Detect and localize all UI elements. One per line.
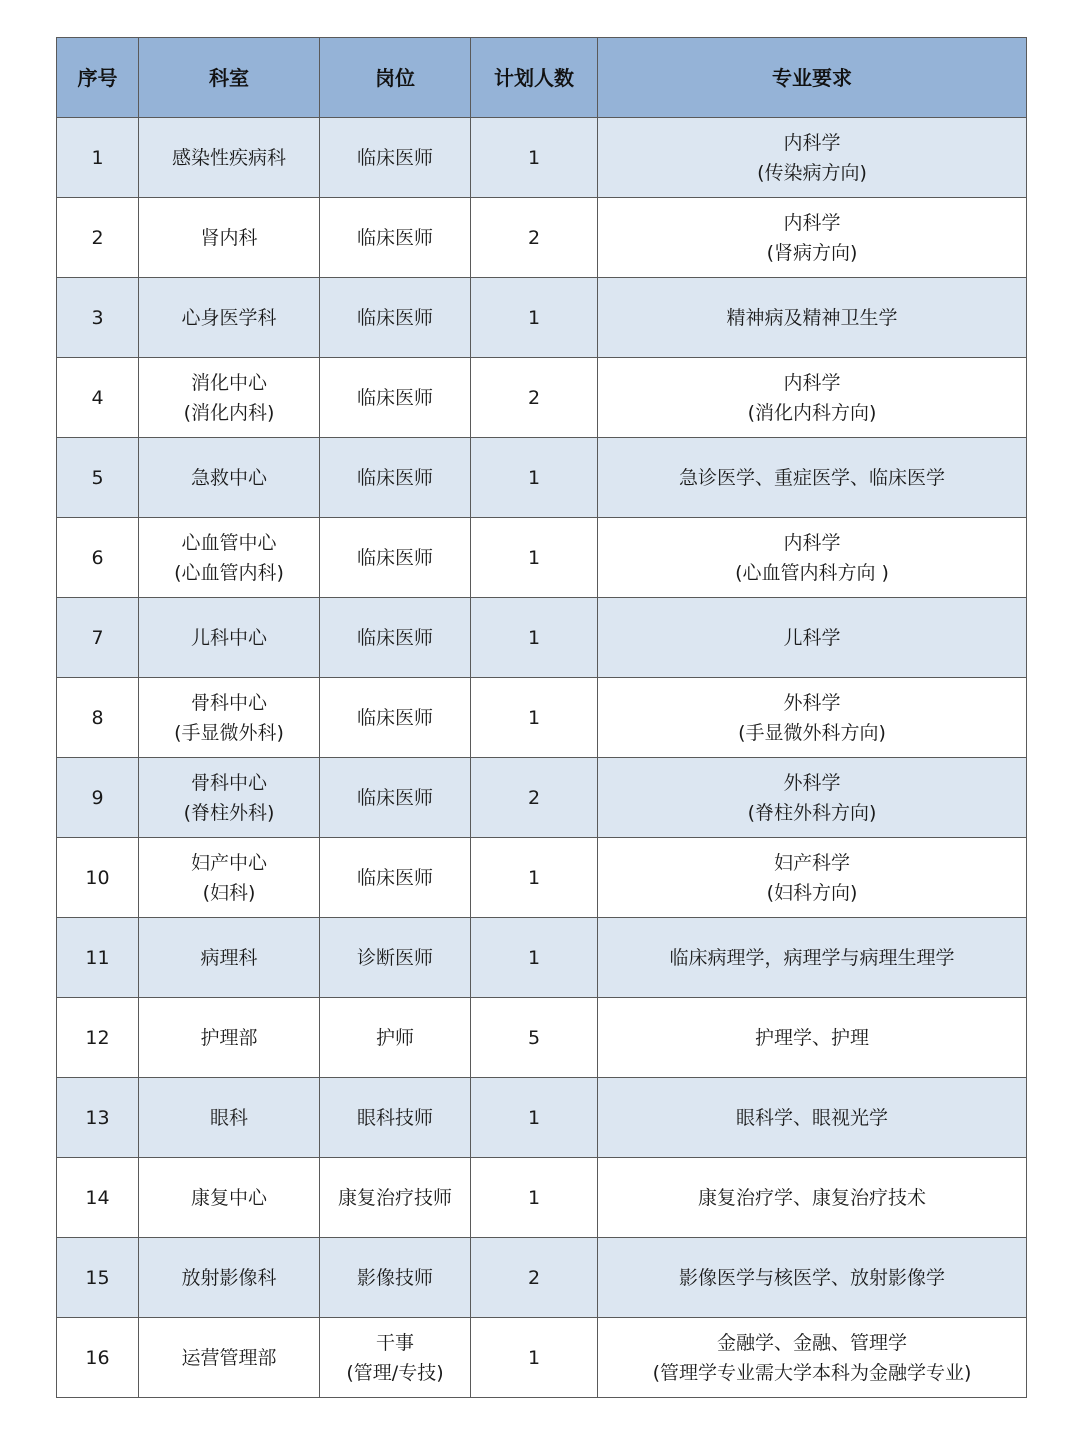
- cell-position: [320, 118, 471, 198]
- cell-department: [139, 998, 320, 1078]
- cell-serial-number: 9: [57, 758, 139, 838]
- table-row: [57, 518, 1027, 598]
- cell-planned-count: 2: [471, 198, 598, 278]
- cell-department-line: 肾内科: [200, 226, 258, 249]
- cell-planned-count: 1: [471, 518, 598, 598]
- table-row: [57, 278, 1027, 358]
- cell-position-line: 临床医师: [356, 546, 433, 569]
- cell-major-requirement: [598, 758, 1027, 838]
- cell-serial-number: 3: [57, 278, 139, 358]
- cell-major-requirement-line: (肾病方向): [766, 241, 858, 264]
- cell-major-requirement: [598, 998, 1027, 1078]
- table-row: [57, 198, 1027, 278]
- cell-position: [320, 598, 471, 678]
- cell-department-line: (心血管内科): [174, 561, 284, 584]
- cell-department-line: (脊柱外科): [183, 801, 275, 824]
- cell-serial-number: 12: [57, 998, 139, 1078]
- cell-major-requirement: [598, 838, 1027, 918]
- table-row: [57, 358, 1027, 438]
- table-body: [57, 118, 1027, 1398]
- table-row: [57, 438, 1027, 518]
- table-row: [57, 1158, 1027, 1238]
- cell-planned-count: 1: [471, 278, 598, 358]
- cell-department: [139, 918, 320, 998]
- cell-department-line: 骨科中心: [190, 691, 267, 714]
- cell-planned-count: 1: [471, 118, 598, 198]
- cell-department: [139, 278, 320, 358]
- table-row: [57, 758, 1027, 838]
- cell-position: [320, 678, 471, 758]
- cell-major-requirement: [598, 518, 1027, 598]
- cell-position-line: 护师: [375, 1026, 414, 1049]
- cell-major-requirement-line: 急诊医学、重症医学、临床医学: [678, 466, 945, 489]
- cell-department-line: 病理科: [200, 946, 258, 969]
- cell-position-line: 临床医师: [356, 226, 433, 249]
- cell-position-line: (管理/专技): [346, 1361, 444, 1384]
- cell-major-requirement: [598, 278, 1027, 358]
- cell-serial-number: 16: [57, 1318, 139, 1398]
- cell-major-requirement: [598, 1078, 1027, 1158]
- cell-major-requirement: [598, 598, 1027, 678]
- cell-department: [139, 198, 320, 278]
- cell-major-requirement: [598, 678, 1027, 758]
- cell-department-line: 急救中心: [190, 466, 267, 489]
- cell-serial-number: 7: [57, 598, 139, 678]
- cell-major-requirement: [598, 438, 1027, 518]
- cell-position: [320, 198, 471, 278]
- cell-department: [139, 678, 320, 758]
- cell-major-requirement-line: 护理学、护理: [754, 1026, 869, 1049]
- cell-department-line: (手显微外科): [174, 721, 284, 744]
- cell-position: [320, 838, 471, 918]
- cell-major-requirement-line: (脊柱外科方向): [747, 801, 877, 824]
- cell-position: [320, 1158, 471, 1238]
- cell-department-line: 康复中心: [190, 1186, 267, 1209]
- table-row: [57, 598, 1027, 678]
- cell-serial-number: 1: [57, 118, 139, 198]
- cell-department: [139, 1078, 320, 1158]
- cell-major-requirement-line: (心血管内科方向 ): [735, 561, 889, 584]
- cell-position-line: 干事: [375, 1331, 414, 1354]
- cell-department-line: 护理部: [200, 1026, 258, 1049]
- cell-planned-count: 1: [471, 1158, 598, 1238]
- cell-department-line: (消化内科): [183, 401, 275, 424]
- cell-position: [320, 918, 471, 998]
- cell-position: [320, 758, 471, 838]
- cell-serial-number: 14: [57, 1158, 139, 1238]
- header-major-requirement: 专业要求: [598, 38, 1027, 118]
- cell-planned-count: 1: [471, 438, 598, 518]
- cell-position-line: 临床医师: [356, 866, 433, 889]
- cell-position: [320, 278, 471, 358]
- cell-major-requirement-line: 精神病及精神卫生学: [726, 306, 898, 329]
- cell-major-requirement-line: 外科学: [783, 771, 841, 794]
- cell-major-requirement-line: (消化内科方向): [747, 401, 877, 424]
- cell-major-requirement-line: (妇科方向): [766, 881, 858, 904]
- table-row: [57, 678, 1027, 758]
- cell-department: [139, 1158, 320, 1238]
- cell-major-requirement-line: 儿科学: [783, 626, 841, 649]
- cell-major-requirement-line: 内科学: [783, 131, 841, 154]
- cell-position-line: 影像技师: [356, 1266, 433, 1289]
- table-row: [57, 118, 1027, 198]
- table-header-row: [57, 38, 1027, 118]
- header-planned-count: 计划人数: [471, 38, 598, 118]
- cell-major-requirement: [598, 1238, 1027, 1318]
- cell-department-line: (妇科): [202, 881, 256, 904]
- header-position: 岗位: [320, 38, 471, 118]
- cell-serial-number: 13: [57, 1078, 139, 1158]
- cell-position-line: 临床医师: [356, 466, 433, 489]
- cell-planned-count: 2: [471, 1238, 598, 1318]
- cell-major-requirement: [598, 918, 1027, 998]
- cell-department: [139, 1318, 320, 1398]
- cell-position: [320, 1078, 471, 1158]
- cell-planned-count: 2: [471, 358, 598, 438]
- cell-serial-number: 4: [57, 358, 139, 438]
- cell-serial-number: 11: [57, 918, 139, 998]
- cell-planned-count: 1: [471, 678, 598, 758]
- cell-position-line: 临床医师: [356, 626, 433, 649]
- cell-major-requirement-line: (管理学专业需大学本科为金融学专业): [652, 1361, 972, 1384]
- cell-department-line: 骨科中心: [190, 771, 267, 794]
- cell-position-line: 临床医师: [356, 786, 433, 809]
- cell-major-requirement: [598, 358, 1027, 438]
- cell-department-line: 儿科中心: [190, 626, 267, 649]
- cell-major-requirement: [598, 1158, 1027, 1238]
- header-serial-number: 序号: [57, 38, 139, 118]
- cell-department: [139, 118, 320, 198]
- cell-position: [320, 518, 471, 598]
- cell-major-requirement: [598, 198, 1027, 278]
- recruitment-table: [56, 37, 1027, 1398]
- cell-serial-number: 2: [57, 198, 139, 278]
- table-row: [57, 1318, 1027, 1398]
- table-row: [57, 1238, 1027, 1318]
- table-row: [57, 918, 1027, 998]
- cell-department-line: 感染性疾病科: [171, 146, 286, 169]
- cell-serial-number: 5: [57, 438, 139, 518]
- cell-position: [320, 1238, 471, 1318]
- cell-position-line: 临床医师: [356, 146, 433, 169]
- cell-serial-number: 8: [57, 678, 139, 758]
- cell-position-line: 诊断医师: [356, 946, 433, 969]
- cell-position-line: 康复治疗技师: [337, 1186, 452, 1209]
- cell-planned-count: 1: [471, 1078, 598, 1158]
- cell-major-requirement-line: 外科学: [783, 691, 841, 714]
- cell-department-line: 放射影像科: [181, 1266, 277, 1289]
- cell-department: [139, 838, 320, 918]
- table-row: [57, 838, 1027, 918]
- cell-major-requirement-line: 影像医学与核医学、放射影像学: [678, 1266, 945, 1289]
- cell-planned-count: 1: [471, 1318, 598, 1398]
- cell-department: [139, 598, 320, 678]
- cell-major-requirement-line: 临床病理学，病理学与病理生理学: [669, 946, 955, 969]
- cell-major-requirement-line: 康复治疗学、康复治疗技术: [697, 1186, 926, 1209]
- cell-major-requirement-line: (传染病方向): [757, 161, 867, 184]
- cell-department-line: 眼科: [209, 1106, 248, 1129]
- cell-department: [139, 758, 320, 838]
- cell-planned-count: 1: [471, 838, 598, 918]
- cell-position: [320, 1318, 471, 1398]
- cell-department-line: 心身医学科: [181, 306, 277, 329]
- cell-position-line: 眼科技师: [356, 1106, 433, 1129]
- cell-major-requirement-line: 内科学: [783, 531, 841, 554]
- cell-position: [320, 998, 471, 1078]
- cell-major-requirement-line: 妇产科学: [773, 851, 850, 874]
- cell-department-line: 妇产中心: [190, 851, 267, 874]
- cell-major-requirement-line: 眼科学、眼视光学: [735, 1106, 888, 1129]
- cell-major-requirement-line: 内科学: [783, 211, 841, 234]
- table-row: [57, 1078, 1027, 1158]
- cell-position: [320, 438, 471, 518]
- cell-planned-count: 1: [471, 918, 598, 998]
- cell-serial-number: 10: [57, 838, 139, 918]
- table-row: [57, 998, 1027, 1078]
- recruitment-table-container: [56, 37, 1026, 1398]
- cell-major-requirement: [598, 118, 1027, 198]
- cell-department: [139, 518, 320, 598]
- header-department: 科室: [139, 38, 320, 118]
- cell-planned-count: 2: [471, 758, 598, 838]
- cell-planned-count: 5: [471, 998, 598, 1078]
- cell-department-line: 心血管中心: [181, 531, 277, 554]
- cell-department: [139, 1238, 320, 1318]
- cell-major-requirement-line: 金融学、金融、管理学: [716, 1331, 907, 1354]
- cell-position: [320, 358, 471, 438]
- cell-major-requirement-line: (手显微外科方向): [738, 721, 886, 744]
- cell-planned-count: 1: [471, 598, 598, 678]
- cell-serial-number: 6: [57, 518, 139, 598]
- cell-position-line: 临床医师: [356, 706, 433, 729]
- cell-department-line: 运营管理部: [181, 1346, 277, 1369]
- cell-department: [139, 358, 320, 438]
- cell-serial-number: 15: [57, 1238, 139, 1318]
- cell-department: [139, 438, 320, 518]
- cell-department-line: 消化中心: [190, 371, 267, 394]
- cell-major-requirement-line: 内科学: [783, 371, 841, 394]
- cell-major-requirement: [598, 1318, 1027, 1398]
- cell-position-line: 临床医师: [356, 306, 433, 329]
- cell-position-line: 临床医师: [356, 386, 433, 409]
